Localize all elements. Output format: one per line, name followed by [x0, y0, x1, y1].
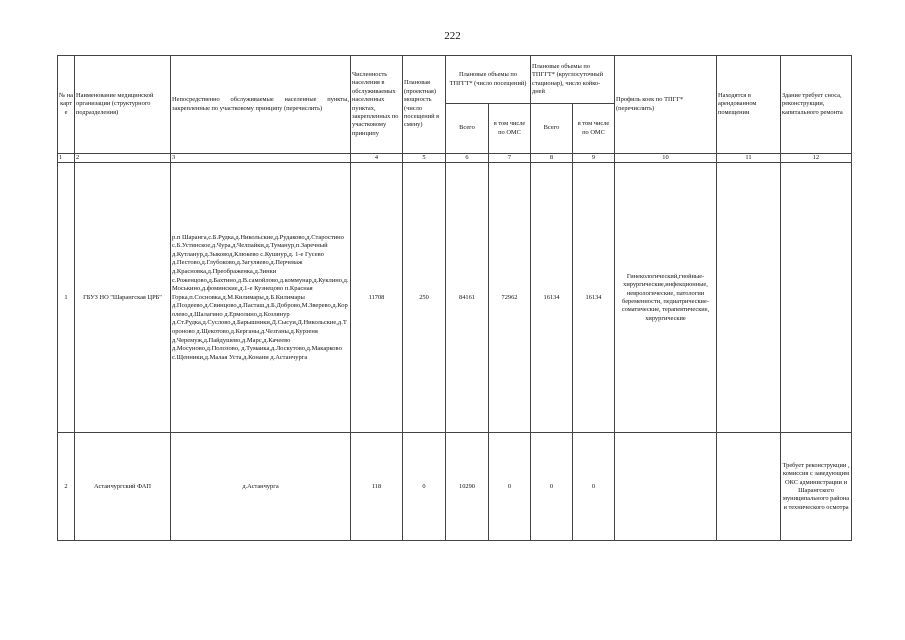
header-hospital-group: Плановые объемы по ТПГГТ* (круглосуточный стационар), число койко-дней — [531, 56, 615, 104]
header-bed-profile: Профиль коек по ТПГГ* (перечислить) — [615, 56, 717, 154]
column-number: 7 — [489, 154, 531, 163]
header-visits-oms: в том числе по ОМС — [489, 104, 531, 154]
row-visits-total: 84161 — [446, 163, 489, 433]
header-hosp-total: Всего — [531, 104, 573, 154]
row-rented — [717, 163, 781, 433]
row-rented — [717, 433, 781, 541]
table-row — [58, 163, 852, 433]
column-number: 2 — [75, 154, 171, 163]
column-number: 8 — [531, 154, 573, 163]
header-name: Наименование медицинской организации (структурного подразделения) — [75, 56, 171, 154]
row-num: 1 — [58, 163, 75, 433]
row-settlements: р.п Шаранга,с.Б.Рудка,д.Никольские,д.Рудаково,д.Старостино с.Б.Устинское,д.Чура,д.Челпайки,д.Туманур,п.Заречный д.Кутланур,д.Зыковод,Клюкево с.Кушнур,д. 1-е Гусево д.Пестово,д.Глубоково,д.Загуляево,д.Перчеваж д.Красновка,д.Преображенка,д.Зинки с.Роженцово,д.Бахтино,д.В.самойлово,д.коммунар,д.Куклино,д.Моськино,д.фоминские,д.1-е Кузнецово п.Красная Горка,п.Сосновка,д.М.Килимары,д.Б.Килимары д.Поздеево,д.Свинцово,д.Пасташ,д.Б.Доброво,М.Зверево,д.Королево,д.Шалагино д.Ермолино,д.Козлянур д.Ст.Рудка,д.Суслово,д.Барышники,Д.Сысуи,Д.Никольские,д.Тороново д.Щекотово,д.Керганы,д.Чезганы,д.Курзеня д.Черемуж,д.Пайдушево,д.Марс,д.Качеево д.Мосуново,д.Полозово, д.Тумаика,д.Лоскутово,д.Макарково с.Щенники,д.Малая Уста,д.Конани д.Астанчурга — [171, 163, 351, 433]
column-number: 9 — [573, 154, 615, 163]
column-number: 1 — [58, 154, 75, 163]
row-num: 2 — [58, 433, 75, 541]
row-hosp-total: 16134 — [531, 163, 573, 433]
header-building: Здание требует сноса, реконструкции, капитального ремонта — [781, 56, 852, 154]
column-number: 11 — [717, 154, 781, 163]
row-name: Астанчургский ФАП — [75, 433, 171, 541]
row-visits-oms: 0 — [489, 433, 531, 541]
facilities-table — [57, 55, 852, 541]
row-hosp-total: 0 — [531, 433, 573, 541]
row-capacity: 0 — [403, 433, 446, 541]
row-building — [781, 163, 852, 433]
column-number: 12 — [781, 154, 852, 163]
row-visits-oms: 72962 — [489, 163, 531, 433]
row-name: ГБУЗ НО "Шарангская ЦРБ" — [75, 163, 171, 433]
row-bed-profile — [615, 433, 717, 541]
row-settlements: д.Астанчурга — [171, 433, 351, 541]
table-row — [58, 433, 852, 541]
header-population: Численность населения в обслуживаемых населенных пунктах, закрепленных по участковому принципу — [351, 56, 403, 154]
column-numbers-row — [58, 154, 852, 163]
column-number: 3 — [171, 154, 351, 163]
column-number: 4 — [351, 154, 403, 163]
row-hosp-oms: 0 — [573, 433, 615, 541]
header-rented: Находятся в арендованном помещении — [717, 56, 781, 154]
header-num: № на карте — [58, 56, 75, 154]
row-population: 11708 — [351, 163, 403, 433]
row-hosp-oms: 16134 — [573, 163, 615, 433]
page-number: 222 — [444, 30, 461, 42]
column-number: 5 — [403, 154, 446, 163]
row-capacity: 250 — [403, 163, 446, 433]
header-hosp-oms: в том числе по ОМС — [573, 104, 615, 154]
row-visits-total: 10290 — [446, 433, 489, 541]
header-visits-total: Всего — [446, 104, 489, 154]
column-number: 6 — [446, 154, 489, 163]
column-number: 10 — [615, 154, 717, 163]
row-bed-profile: Гинекологический,гнойные-хирургические,инфекционные, неврологические, патологии беременности, педиатрические-соматические, терапевтические, хирургические — [615, 163, 717, 433]
header-settlements: Непосредственно обслуживаемые населенные пункты, закрепленные по участковому принципу (перечислить) — [171, 56, 351, 154]
row-population: 118 — [351, 433, 403, 541]
row-building: Требует реконструкции , комиссия с заведующим ОКС администрации и Шарангского муниципального района и технического осмотра — [781, 433, 852, 541]
header-capacity: Плановая (проектная) мощность (число посещений в смену) — [403, 56, 446, 154]
header-visits-group: Плановые объемы по ТПГГТ* (число посещений) — [446, 56, 531, 104]
